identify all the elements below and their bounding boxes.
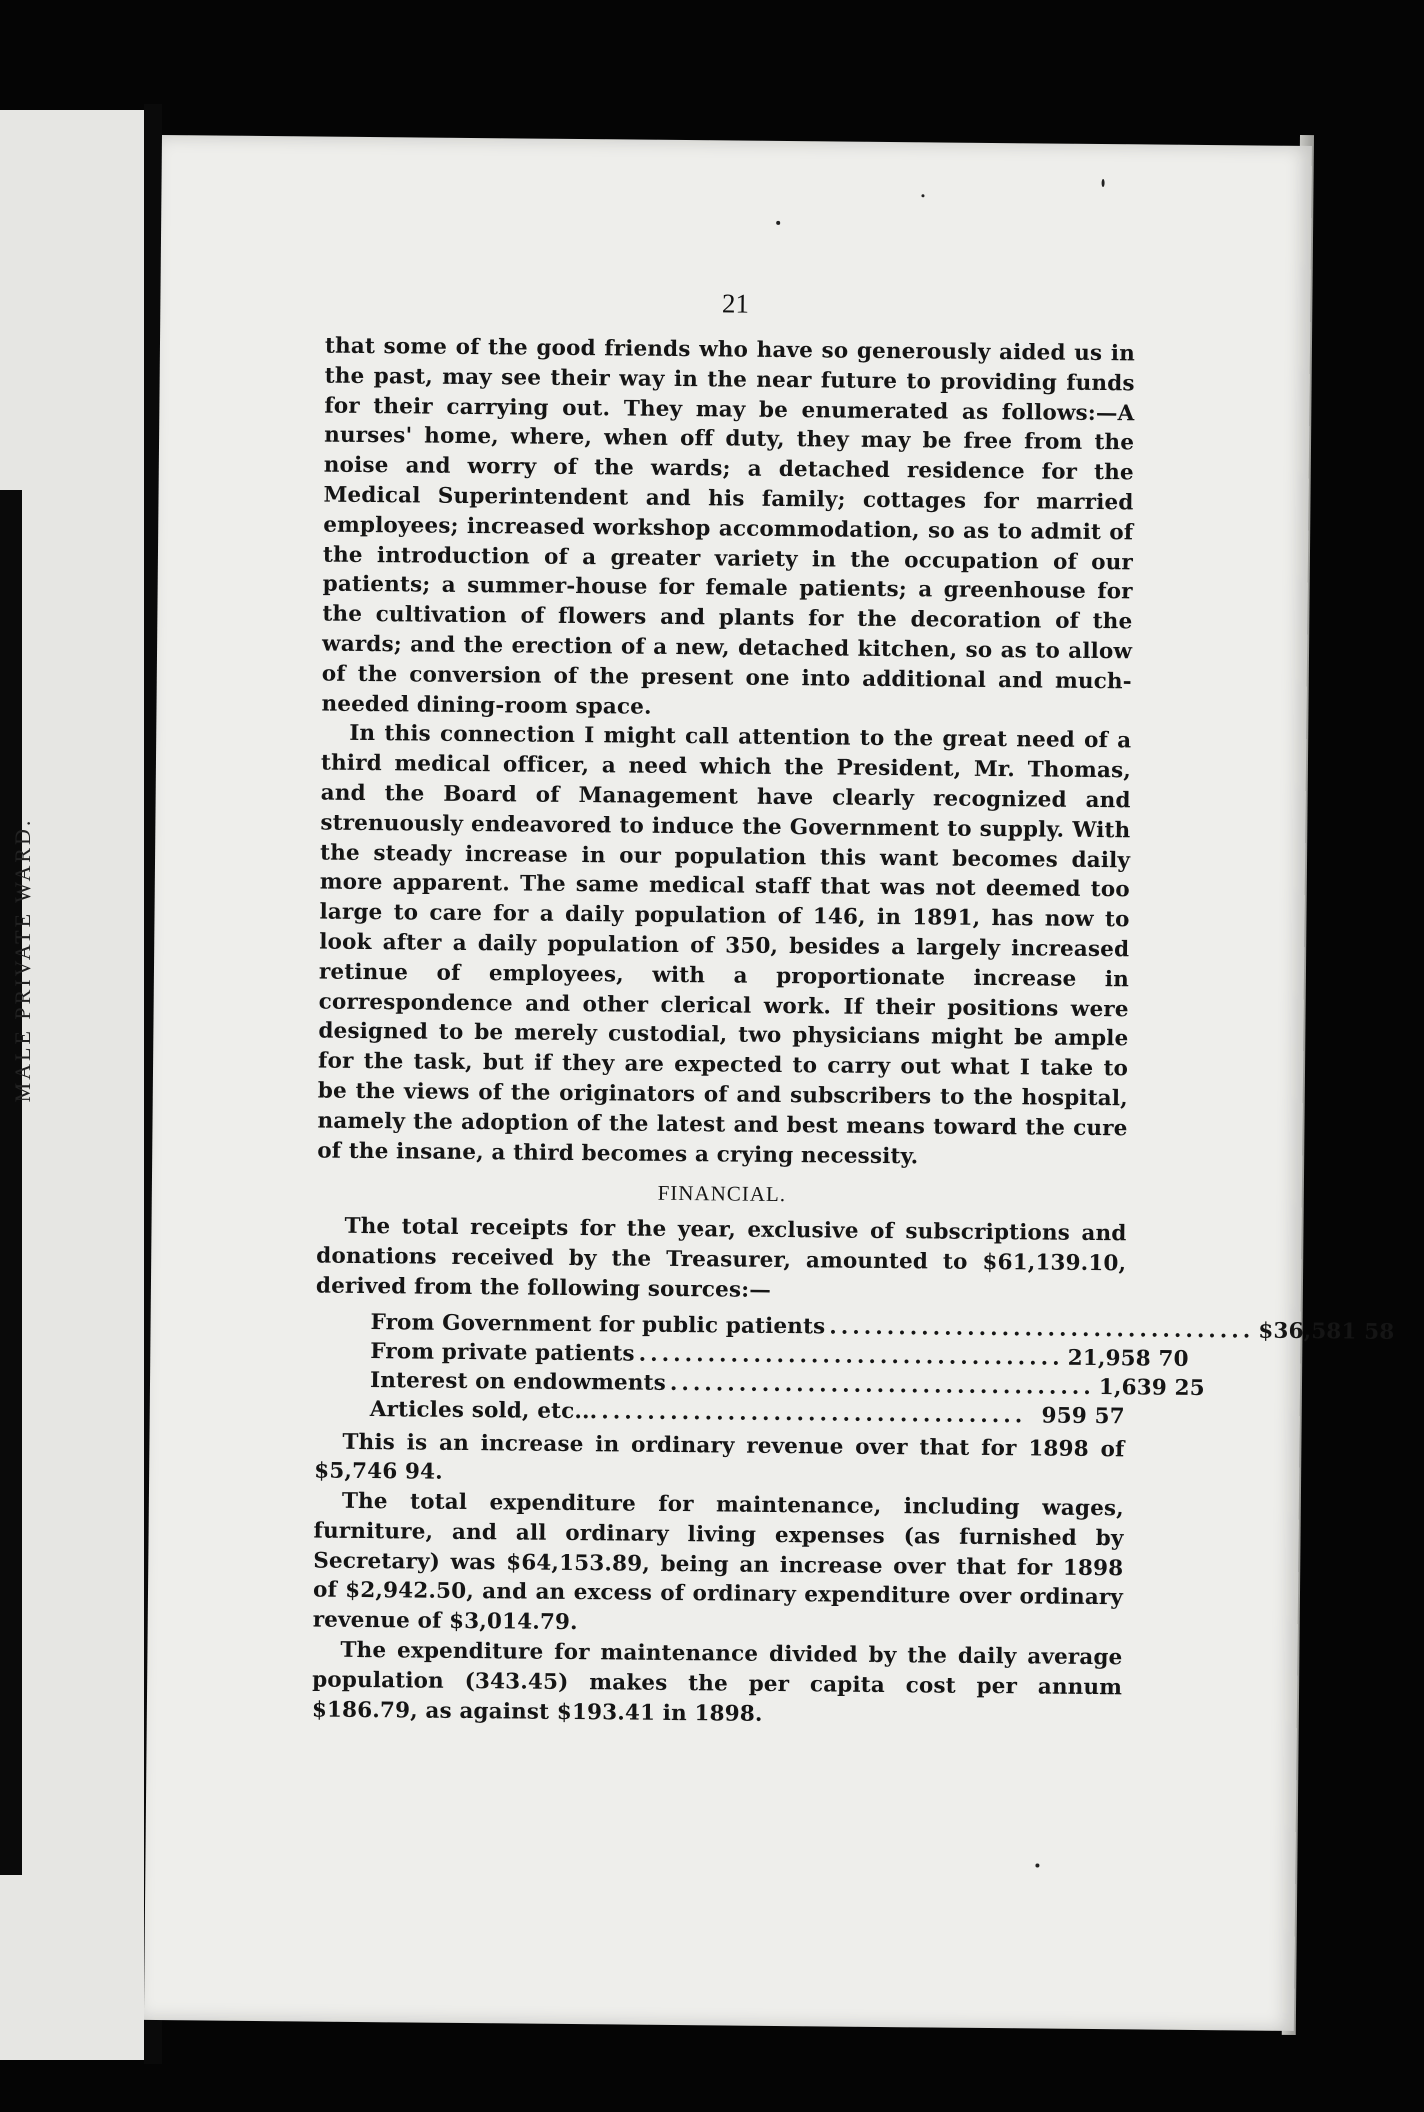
paragraph: This is an increase in ordinary revenue over that for 1898 of $5,746 94. [314,1429,1125,1486]
receipt-amount: 21,958 70 [1067,1345,1189,1372]
section-heading: FINANCIAL. [657,1181,787,1207]
ink-speck [776,221,780,225]
leader-dots: ..................................... [638,1341,1064,1371]
receipt-amount: $36,581 58 [1258,1318,1395,1345]
leader-dots: ..................................... [669,1370,1095,1400]
paragraph: The expenditure for maintenance divided by the daily average population (343.45) makes the per capita cost per annum $186.79, as against $193.41 in 1898. [311,1637,1123,1727]
receipt-source: From private patients [370,1338,635,1367]
page-body [311,332,1395,1733]
leader-dots: ..................................... [829,1313,1255,1344]
receipt-source: From Government for public patients [370,1309,826,1339]
receipt-source: Interest on endowments [369,1367,667,1396]
receipt-source: Articles sold, etc... [369,1396,598,1424]
receipt-amount: 1,639 25 [1098,1374,1205,1401]
paragraph: that some of the good friends who have so generously aided us in the past, may see their way in the near future to providing funds for their carrying out. They may be enumerated as follows:—A nurses' home, where, when off duty, they may be free from the noise and worry of the wards; a detached residence for the Medical Superintendent and his family; cottages for married employees; increased workshop accommodation, so as to admit of the introduction of a greater variety in the occupation of our patients; a summer-house for female patients; a greenhouse for the cultivation of flowers and plants for the decoration of the wards; and the erection of a new, detached kitchen, so as to allow of the conversion of the present one into additional and much-needed dining-room space. [321,333,1136,720]
leader-dots: ..................................... [601,1398,1027,1428]
facing-page-caption: MALE PRIVATE WARD. [10,817,35,1103]
receipts-table [315,1307,1395,1431]
ink-speck [1102,179,1105,187]
paragraph: The total expenditure for maintenance, including wages, furniture, and all ordinary living expenses (as furnished by Secretary) was $64,153.89, being an increase over that for 1898 of $2,942.50, and an excess of ordinary expenditure over ordinary revenue of $3,014.79. [312,1488,1124,1636]
paragraph: In this connection I might call attention to the great need of a third medical officer, a need which the President, Mr. Thomas, and the Board of Management have clearly recognized and strenuously endeavored to induce the Government to supply. With the steady increase in our population this want becomes daily more apparent. The same medical staff that was not deemed too large to care for a daily population of 146, in 1891, has now to look after a daily population of 350, besides a largely increased retinue of employees, with a proportionate increase in correspondence and other clerical work. If their positions were designed to be merely custodial, two physicians might be ample for the task, but if they are expected to carry out what I take to be the views of the originators of and subscribers to the hospital, namely the adoption of the latest and best means toward the cure of the insane, a third becomes a crying necessity. [317,721,1132,1169]
ink-speck [1035,1863,1039,1867]
book-page [144,135,1395,2031]
facing-photo [0,490,22,1875]
facing-page [0,110,144,2060]
receipt-amount: 959 57 [1041,1403,1125,1429]
page-number: 21 [721,288,750,319]
receipt-row [370,1395,1125,1431]
ink-speck [921,194,924,197]
paragraph: The total receipts for the year, exclusive of subscriptions and donations received by the Treasurer, amounted to $61,139.10, derived from the following sources:— [315,1213,1127,1303]
